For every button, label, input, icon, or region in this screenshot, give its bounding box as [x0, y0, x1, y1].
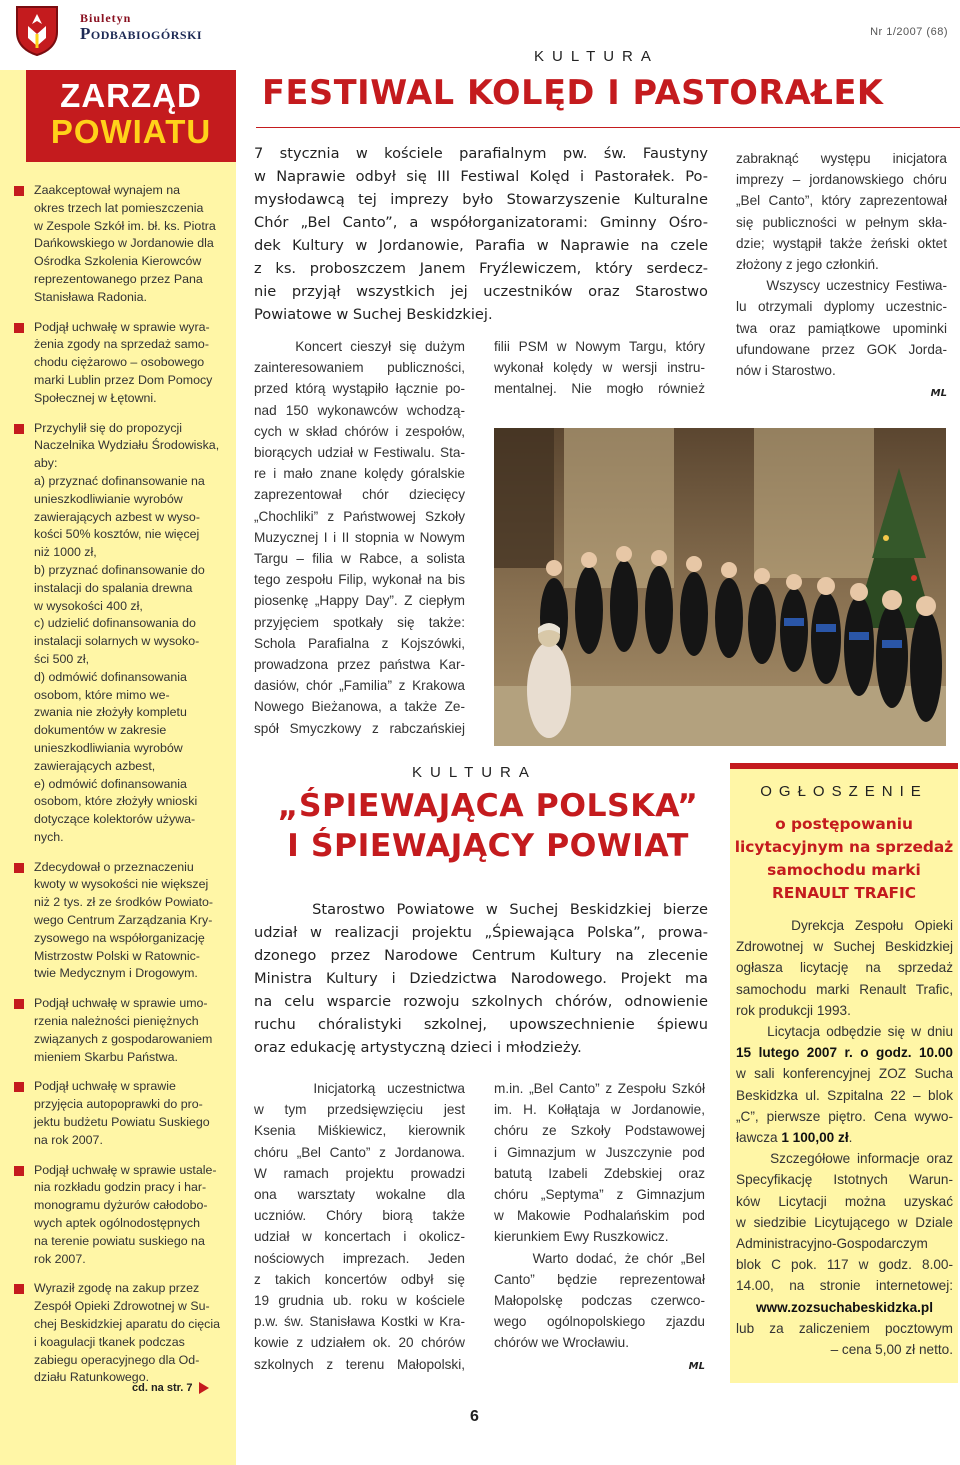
choir-photo	[494, 428, 946, 746]
list-item-text: Przychylił się do propozycji Naczelnika Wydziału Środowiska, aby: a) przyznać dofinansowanie na unieszkodliwianie wyrobów zawierających azbest w wyso- kości 50% kosztów, nie więcej niż 1000 zł, b) przyznać dofinansowanie do instalacji do spalania drewna w wysokości 400 zł, c) udzielić dofinansowania do instalacji solarnych w wysoko- ści 500 zł, d) odmówić dofinansowania osobom, które mimo we- zwania nie złożyły kompletu dokumentów w zakresie unieszkodliwiania wyrobów zawierających azbest, e) odmówić dofinansowania osobom, które złożyły wnioski dotyczące kolektorów używa- nych.	[34, 420, 220, 844]
lead-line: dek Kultury w Jordanowie, Parafia w Naprawie na czele	[254, 237, 708, 254]
price-prefix: ławcza	[736, 1130, 782, 1146]
list-item	[14, 182, 222, 307]
announcement-body	[736, 915, 953, 1360]
article-column	[254, 336, 465, 739]
body-line: Canto” będzie reprezentował	[494, 1271, 705, 1287]
list-item	[14, 995, 222, 1066]
body-line: mentalnej. Nie mogło również	[494, 381, 705, 397]
page-number: 6	[470, 1408, 479, 1425]
body-line: p.w. św. Stanisława Kostki w Kra-	[254, 1314, 465, 1330]
body-line: biorących udział w Festiwalu. Sta-	[254, 445, 465, 461]
divider	[256, 127, 960, 128]
body-line: dasiów, chór „Familia” z Krakowa	[254, 678, 465, 694]
continued-link-label: cd. na str. 7	[132, 1382, 193, 1394]
arrow-right-icon	[199, 1382, 209, 1394]
website-link[interactable]: www.zozsuchabeskidzka.pl	[755, 1299, 934, 1315]
body-line: prowadzona przez państwa Kar-	[254, 657, 465, 673]
body-line: z takich koncertów odbył się	[254, 1271, 465, 1287]
list-item-text: Wyraził zgodę na zakup przez Zespół Opieki Zdrowotnej w Su- chej Beskidzkiej aparatu do cięcia i koagulacji tkanek podczas zabiegu operacyjnego dla Od- działu Ratunkowego.	[34, 1281, 220, 1385]
body-line: 19 grudnia ub. roku w kościele	[254, 1293, 465, 1309]
price-suffix: .	[848, 1130, 853, 1146]
bullet-square-icon	[14, 424, 24, 434]
article-title-line2: I ŚPIEWAJĄCY POWIAT	[287, 828, 689, 864]
article-lead	[254, 898, 708, 1059]
body-line: chóru „Bel Canto” z Jordanowa.	[254, 1144, 465, 1160]
bullet-square-icon	[14, 999, 24, 1009]
body-line: kowie z udziałem ok. 20 chórów	[254, 1335, 465, 1351]
lead-line: Powiatowe w Suchej Beskidzkiej.	[254, 306, 493, 323]
body-line: W ramach projektu prowadzi	[254, 1165, 465, 1181]
list-item-text: Podjął uchwałę w sprawie przyjęcia autopoprawki do pro- jektu budżetu Powiatu Suskiego na rok 2007.	[34, 1079, 210, 1147]
body-line: chóru ze Szkoły Podstawowej	[494, 1123, 705, 1139]
announcement-title-line: samochodu marki	[767, 861, 921, 879]
body-line: twa oraz pamiątkowe upominki	[736, 320, 947, 336]
article-column	[254, 1078, 465, 1375]
lead-line: nie przyjął wszystkich jej uczestników oraz Starostwo	[254, 283, 708, 300]
lead-line: Starostwo Powiatowe w Suchej Beskidzkiej bierze	[254, 901, 708, 918]
body-line: w Makowie Podhalańskim pod	[494, 1208, 705, 1224]
lead-line: Chór „Bel Canto”, a współorganizatorami: Gminny Ośro-	[254, 214, 708, 231]
body-line: wykonał kolędy w wersji instru-	[494, 360, 705, 376]
body-line: Nowego Bieżanowa, a także Ze-	[254, 699, 465, 715]
sidebar-heading-box	[26, 70, 236, 162]
body-line: dzie; wystąpił także żeński oktet	[736, 235, 947, 251]
list-item	[14, 1078, 222, 1149]
publication-title-line1: Biuletyn	[80, 11, 132, 25]
body-line: nów i Starostwo.	[736, 363, 836, 379]
body-line: rok produkcji 1993.	[736, 1002, 851, 1018]
body-line: Muzycznej I i II stopnia w Nowym	[254, 529, 465, 545]
body-line: cych w skład chórów i zespołów,	[254, 423, 465, 439]
body-line: filii PSM w Nowym Targu, który	[494, 339, 705, 354]
body-line: Targu – filia w Rabce, a solista	[254, 551, 465, 567]
body-line: zaprezentował chór dziecięcy	[254, 487, 465, 503]
body-line: ona warsztaty wokalne dla	[254, 1187, 465, 1203]
body-line: kierunkiem Ewy Ruszkowicz.	[494, 1229, 669, 1245]
announcement-title-line: o postępowaniu	[775, 815, 913, 833]
body-line: 14.00, na stronie internetowej:	[736, 1278, 953, 1294]
body-line: Warto dodać, że chór „Bel	[494, 1250, 705, 1266]
lead-line: z ks. proboszczem Janem Fryźlewiczem, który serdecz-	[254, 260, 708, 277]
body-line: Szczegółowe informacje oraz	[736, 1151, 953, 1167]
body-line: Inicjatorką uczestnictwa	[254, 1081, 465, 1096]
list-item-text: Podjął uchwałę w sprawie umo- rzenia należności pieniężnych związanych z gospodarowaniem mieniem Skarbu Państwa.	[34, 996, 213, 1064]
lead-line: ruchu chóralistyki szkolnej, upowszechnienie śpiewu	[254, 1016, 708, 1033]
body-line: i Gimnazjum w Juszczynie pod	[494, 1144, 705, 1160]
list-item	[14, 420, 222, 847]
body-line: Specyfikację Istotnych Warun-	[736, 1172, 953, 1188]
list-item-text: Zaakceptował wynajem na okres trzech lat pomieszczenia w Zespole Szkół im. bł. ks. Piotra Dańkowskiego w Jordanowie dla Ośrodka Szkolenia Kierowców reprezentowanego przez Pana Stanisława Radonia.	[34, 183, 216, 304]
body-line: Zdrowotnej w Suchej Beskidzkiej	[736, 939, 953, 955]
continued-link[interactable]	[132, 1382, 209, 1394]
body-line: przed którą wystąpiło łącznie po-	[254, 381, 465, 397]
body-line: im. H. Kołłątaja w Jordanowie,	[494, 1102, 705, 1118]
bullet-square-icon	[14, 1284, 24, 1294]
coat-of-arms-icon	[14, 4, 60, 56]
body-line: udział w koncertach i okolicz-	[254, 1229, 465, 1245]
body-line: uczniów. Chóry biorą także	[254, 1208, 465, 1224]
lead-line: mysłodawcą tej imprezy było Stowarzyszenie Kulturalne	[254, 191, 708, 208]
body-line: Małopolskę podczas czerwco-	[494, 1293, 705, 1309]
body-line: Koncert cieszył się dużym	[254, 339, 465, 354]
body-line: lub za zaliczeniem pocztowym	[736, 1320, 953, 1336]
list-item	[14, 319, 222, 408]
body-line: w tym przedsięwzięciu jest	[254, 1102, 465, 1118]
lead-line: Ministra Kultury i Dziedzictwa Narodowego. Projekt ma	[254, 970, 708, 987]
publication-title	[80, 12, 202, 42]
body-line: Administracyjno-Gospodarczym	[736, 1236, 928, 1252]
body-line: Ksenia Miśkiewicz, kierownik	[254, 1123, 465, 1139]
lead-line: dzonego przez Narodowe Centrum Kultury na zlecenie	[254, 947, 708, 964]
starting-price: 1 100,00 zł	[781, 1130, 849, 1146]
article-column	[494, 1078, 705, 1377]
body-line: blok C pok. 117 w godz. 8.00-	[736, 1257, 953, 1273]
body-line: re i mało znane kolędy góralskie	[254, 466, 465, 482]
body-line: ogłasza licytację na sprzedaż	[736, 960, 953, 976]
lead-line: oraz edukację artystyczną dzieci i młodzieży.	[254, 1039, 582, 1056]
body-line: złożony z jego członkiń.	[736, 257, 879, 273]
body-line: przyjęciem spotkały się także:	[254, 614, 465, 630]
body-line: „C”, pierwsze piętro. Cena wywo-	[736, 1108, 953, 1124]
body-line: nościowych imprezach. Jeden	[254, 1250, 465, 1266]
body-line: Wszyscy uczestnicy Festiwa-	[736, 278, 947, 294]
body-line	[736, 1127, 953, 1148]
body-line: lu otrzymali dyplomy uczestnic-	[736, 299, 947, 315]
body-line: ufundowane przez GOK Jorda-	[736, 341, 947, 357]
body-line: tego zespołu Filip, wykonał na bis	[254, 572, 465, 588]
body-line: Beskidzka ul. Szpitalna 22 – blok	[736, 1087, 953, 1103]
announcement-title-line: licytacyjnym na sprzedaż	[734, 838, 954, 856]
body-line: zabraknąć występu inicjatora	[736, 151, 947, 166]
list-item	[14, 859, 222, 984]
board-sidebar	[0, 70, 236, 1465]
body-line: chórów we Wrocławiu.	[494, 1335, 629, 1351]
section-label: KULTURA	[412, 764, 537, 781]
body-line: w siedzibie Licytującego w Dziale	[736, 1214, 953, 1230]
body-line: samochodu marki Renault Trafic,	[736, 981, 953, 997]
body-line: batutą Izabeli Zdebskiej oraz	[494, 1165, 705, 1181]
body-line: piosenkę „Happy Day”. Z ciepłym	[254, 593, 465, 609]
article-title-line1: „ŚPIEWAJĄCA POLSKA”	[277, 788, 699, 824]
author-signature: ML	[930, 388, 947, 400]
lead-line: na celu wsparcie rozwoju szkolnych chórów, odnowienie	[254, 993, 708, 1010]
auction-date: 15 lutego 2007 r. o godz. 10.00	[736, 1045, 953, 1061]
article-title: FESTIWAL KOLĘD I PASTORAŁEK	[262, 73, 884, 112]
author-signature: ML	[688, 1360, 705, 1372]
list-item	[14, 1162, 222, 1269]
list-item-text: Podjął uchwałę w sprawie wyra- żenia zgody na sprzedaż samo- chodu ciężarowo – osobowego marki Lublin przez Dom Pomocy Społecznej w Łętowni.	[34, 319, 213, 405]
announcement-box	[730, 763, 958, 1383]
body-line	[736, 1042, 953, 1063]
body-line: Dyrekcja Zespołu Opieki	[736, 918, 953, 933]
body-line: w sali konferencyjnej ZOZ Sucha	[736, 1066, 953, 1082]
announcement-title-line: RENAULT TRAFIC	[771, 884, 917, 902]
body-line: m.in. „Bel Canto” z Zespołu Szkół	[494, 1081, 705, 1096]
article-column	[494, 336, 705, 400]
bullet-square-icon	[14, 1166, 24, 1176]
publication-title-line2: Podbabiogórski	[80, 23, 203, 43]
body-line: wego ogólnopolskiego zjazdu	[494, 1314, 705, 1330]
body-line: imprezy – jordanowskiego chóru	[736, 172, 947, 188]
lead-line: w Naprawie odbył się III Festiwal Kolęd i Pastorałek. Po-	[254, 168, 708, 185]
list-item	[14, 1280, 222, 1387]
announcement-top-bar	[730, 763, 958, 769]
sidebar-item-list	[14, 182, 222, 1399]
lead-line: 7 stycznia w kościele parafialnym pw. św. Faustyny	[254, 145, 708, 162]
sidebar-title	[26, 78, 236, 150]
lead-line: udział w realizacji projektu „Śpiewająca Polska”, prowa-	[254, 924, 708, 941]
body-line: chóru „Septyma” z Gimnazjum	[494, 1187, 705, 1203]
announcement-label: OGŁOSZENIE	[760, 783, 928, 800]
body-line: Licytacja odbędzie się w dniu	[736, 1024, 953, 1040]
body-line	[736, 1297, 953, 1318]
body-line: spół Smyczkowy z rabczańskiej	[254, 720, 465, 736]
body-line: Schola Parafialna z Kojszówki,	[254, 635, 465, 651]
sidebar-title-line2: POWIATU	[50, 113, 212, 150]
list-item-text: Podjął uchwałę w sprawie ustale- nia rozkładu godzin pracy i har- monogramu dyżurów całodobo- wych aptek ogólnodostępnych na terenie powiatu suskiego na rok 2007.	[34, 1162, 217, 1266]
issue-number: Nr 1/2007 (68)	[870, 26, 948, 38]
list-item-text: Zdecydował o przeznaczeniu kwoty w wysokości nie większej niż 2 tys. zł ze środków Powiato- wego Centrum Zarządzania Kry- zysowego na współorganizację Mistrzostw Polski w Ratownic- twie Medycznym i Drogowym.	[34, 859, 214, 981]
article-title	[268, 786, 708, 866]
sidebar-title-line1: ZARZĄD	[60, 77, 202, 114]
section-label: KULTURA	[534, 48, 659, 65]
body-line: „Bel Canto”, który zaprezentował	[736, 193, 947, 209]
body-line: ków Licytacji można uzyskać	[736, 1193, 953, 1209]
body-line: – cena 5,00 zł netto.	[830, 1342, 953, 1358]
body-line: „Chochliki” z Państwowej Szkoły	[254, 508, 465, 524]
body-line: szkolnych z terenu Małopolski,	[254, 1356, 465, 1372]
body-line: nad 150 wykonawców wchodzą-	[254, 402, 465, 418]
article-column	[736, 148, 947, 404]
body-line: zainteresowaniem publiczności,	[254, 360, 465, 376]
bullet-square-icon	[14, 863, 24, 873]
bullet-square-icon	[14, 186, 24, 196]
article-lead	[254, 142, 708, 326]
bullet-square-icon	[14, 1082, 24, 1092]
bullet-square-icon	[14, 323, 24, 333]
body-line: się publiczności w pełnym skła-	[736, 214, 947, 230]
announcement-title	[730, 813, 958, 905]
